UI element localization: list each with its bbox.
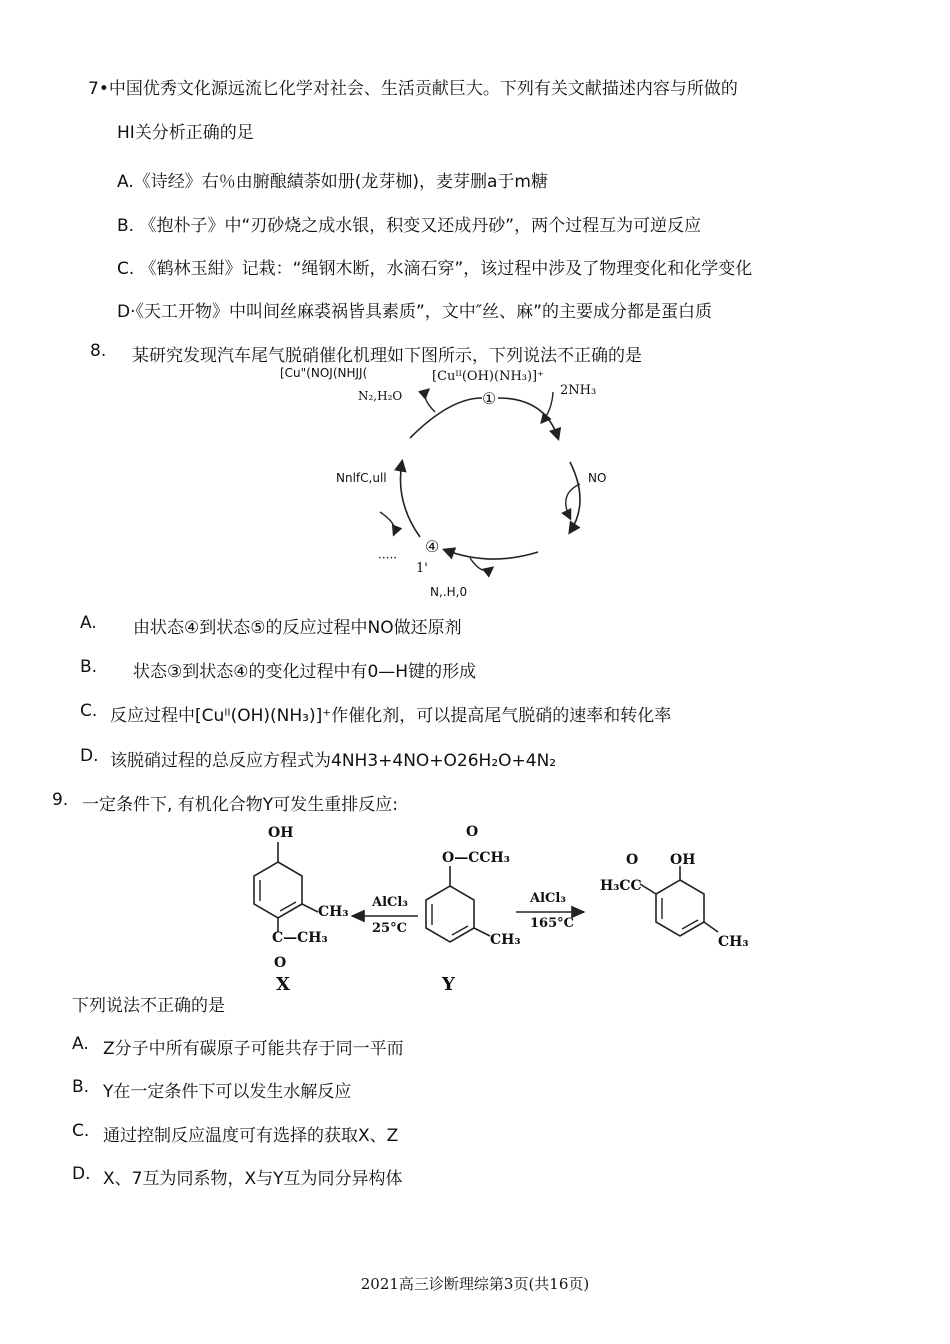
- compound-x: [254, 825, 349, 995]
- arrow-n2h2o-out: [425, 390, 435, 412]
- label-no: NO: [588, 471, 607, 485]
- q9-option-d-text: X、7互为同系物，X与Y互为同分异构体: [103, 1169, 403, 1189]
- x-o: O: [274, 955, 287, 971]
- catalytic-cycle-diagram: [270, 362, 670, 602]
- arrow-bottom-out: [470, 558, 492, 570]
- y-o: O: [466, 824, 479, 840]
- x-oh: OH: [268, 825, 294, 841]
- q9-option-a-text: Z分子中所有碳原子可能共存于同一平而: [103, 1039, 404, 1059]
- label-top-center: [Cuᴵᴵ(OH)(NH₃)]⁺: [432, 369, 544, 384]
- q9-intro: 下列说法不正确的是: [72, 996, 225, 1016]
- rearrangement-reaction-scheme: [240, 822, 760, 997]
- right-cond-bottom: 165°C: [530, 916, 574, 931]
- left-cond-bottom: 25°C: [372, 921, 407, 936]
- q7-option-b: B. 《抱朴子》中“刃砂烧之成水银，积变又还成丹砂”，两个过程互为可逆反应: [117, 216, 702, 236]
- q7-stem-line1: 7•中国优秀文化源远流匕化学对社会、生活贡献巨大。下列有关文献描述内容与所做的: [88, 79, 738, 99]
- z-ch3: CH₃: [718, 934, 749, 950]
- q9-option-b-text: Y在一定条件下可以发生水解反应: [103, 1082, 352, 1102]
- q8-option-c-text: 反应过程中[Cuᴵᴵ(OH)(NH₃)]⁺作催化剂，可以提高尾气脱硝的速率和转化率: [110, 706, 672, 726]
- state-1: ①: [482, 389, 497, 408]
- x-ch3: CH₃: [318, 904, 349, 920]
- y-ch3: CH₃: [490, 932, 521, 948]
- z-o: O: [626, 852, 639, 868]
- q8-number: 8.: [90, 341, 107, 361]
- q8-stem: 某研究发现汽车尾气脱硝催化机理如下图所示，下列说法不正确的是: [132, 346, 642, 366]
- z-oh: OH: [670, 852, 696, 868]
- y-ester: O—CCH₃: [442, 850, 510, 866]
- q9-option-d-letter: D.: [72, 1164, 91, 1184]
- q9-option-a-letter: A.: [72, 1034, 89, 1054]
- q8-option-c-letter: C.: [80, 701, 98, 721]
- q9-option-c-letter: C.: [72, 1121, 90, 1141]
- q8-option-b-text: 状态③到状态④的变化过程中有0—H键的形成: [133, 662, 477, 682]
- label-dots: ·····: [378, 551, 398, 565]
- q8-option-a-text: 由状态④到状态⑤的反应过程中NO做还原剂: [133, 618, 462, 638]
- q8-option-d-letter: D.: [80, 746, 99, 766]
- label-bottom: N,.H,0: [430, 585, 468, 599]
- label-2nh3: 2NH₃: [560, 383, 597, 398]
- q7-option-d: D·《天工开物》中叫间丝麻裘祸皆具素质”，文中″丝、麻”的主要成分都是蛋白质: [117, 302, 712, 322]
- q8-option-d-text: 该脱硝过程的总反应方程式为4NH3+4NO+O26H₂O+4N₂: [110, 751, 557, 771]
- cycle-arc-top-left: [410, 398, 482, 438]
- state-4: ④: [425, 537, 440, 556]
- cycle-arc-left: [400, 462, 420, 537]
- left-cond-top: AlCl₃: [372, 895, 409, 910]
- label-top-left: [Cu"(NOJ(NHJJ(: [280, 366, 368, 380]
- q7-stem-line2: HI关分析正确的足: [117, 123, 254, 143]
- q7-option-a: A.《诗经》右％由腑酿績荼如册(龙芽枷)，麦芽删a于m糖: [117, 172, 548, 192]
- cycle-arc-top-right: [498, 398, 558, 438]
- q8-option-b-letter: B.: [80, 657, 98, 677]
- q9-option-b-letter: B.: [72, 1077, 90, 1097]
- q8-option-a-letter: A.: [80, 613, 97, 633]
- q7-option-c: C. 《鹤林玉紺》记栽：“绳钢木断，水滴石穿”，该过程中涉及了物理变化和化学变化: [117, 259, 753, 279]
- z-acetyl: H₃CC: [600, 878, 642, 894]
- arrow-left-in: [380, 512, 395, 534]
- label-n2h2o: N₂,H₂O: [358, 389, 403, 403]
- cycle-arc-right: [570, 462, 580, 532]
- label-left: NnlfC,ull: [336, 471, 387, 485]
- q9-stem: 一定条件下, 有机化合物Y可发生重排反应:: [82, 795, 398, 815]
- page-footer: 2021高三诊断理综第3页(共16页): [360, 1275, 590, 1293]
- label-bottom-mark: 1': [416, 561, 428, 576]
- right-cond-top: AlCl₃: [530, 891, 567, 906]
- x-acetyl: C—CH₃: [272, 930, 328, 946]
- q9-number: 9.: [52, 790, 69, 810]
- cycle-arc-bottom: [445, 550, 538, 559]
- compound-y: [426, 824, 521, 995]
- y-label: Y: [442, 974, 455, 995]
- x-label: X: [276, 974, 290, 995]
- compound-z: [600, 852, 749, 950]
- q9-option-c-text: 通过控制反应温度可有选择的获取X、Z: [103, 1126, 399, 1146]
